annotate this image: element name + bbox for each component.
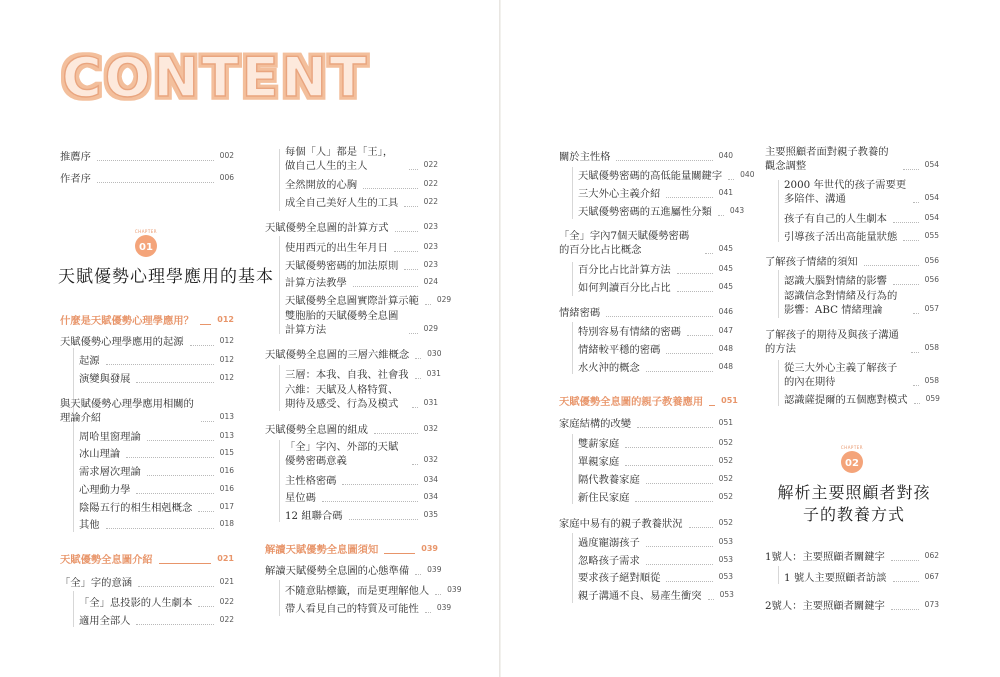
toc-subentry[interactable]: 如何判讀百分比占比 045: [578, 282, 733, 294]
toc-subentry[interactable]: 隔代教養家庭 052: [578, 474, 733, 486]
toc-subentry[interactable]: 演變與發展 012: [79, 373, 234, 385]
toc-subentry[interactable]: 認識信念對情緒及行為的影響：ABC 情緒理論 057: [784, 290, 939, 316]
toc-entry[interactable]: 家庭中易有的親子教養狀況 052: [559, 518, 733, 530]
toc-subentry[interactable]: 使用西元的出生年月日 023: [285, 242, 438, 254]
toc-subentry[interactable]: 六維：天賦及人格特質、期待及感受、行為及模式 031: [285, 384, 438, 410]
chapter-02-title: 解析主要照顧者對孩子的教養方式: [777, 483, 931, 524]
toc-entry[interactable]: 天賦優勢心理學應用的起源 012: [60, 336, 234, 348]
toc-entry[interactable]: 2號人：主要照顧者關鍵字 073: [765, 600, 939, 612]
toc-subentry[interactable]: 特別容易有情緒的密碼 047: [578, 326, 733, 338]
toc-entry[interactable]: 主要照顧者面對親子教養的觀念調整 054: [765, 146, 939, 172]
sub-entry-guide: [279, 440, 280, 522]
toc-subentry[interactable]: 雙薪家庭 052: [578, 438, 733, 450]
toc-subentry[interactable]: 天賦優勢密碼的高低能量關鍵字 040: [578, 170, 755, 182]
chapter-01-badge: [128, 226, 164, 262]
sub-entry-guide: [572, 533, 573, 603]
toc-section-title[interactable]: 什麼是天賦優勢心理學應用？ 012: [60, 315, 234, 327]
toc-entry[interactable]: 家庭結構的改變 051: [559, 418, 733, 430]
book-spine: [499, 0, 501, 677]
toc-entry[interactable]: 天賦優勢全息圖的計算方式 023: [265, 222, 438, 234]
toc-subentry[interactable]: 心理動力學 016: [79, 484, 234, 496]
toc-subentry[interactable]: 12 組聯合碼 035: [285, 510, 438, 522]
sub-entry-guide: [279, 365, 280, 411]
toc-entry[interactable]: 了解孩子情緒的須知 056: [765, 256, 939, 268]
toc-subentry[interactable]: 成全自己美好人生的工具 022: [285, 197, 438, 209]
svg-text:CHAPTER: CHAPTER: [840, 445, 864, 450]
toc-subentry[interactable]: 過度寵溺孩子 053: [578, 537, 733, 549]
chapter-02-badge: [834, 442, 870, 478]
toc-subentry[interactable]: 計算方法教學 024: [285, 277, 438, 289]
toc-subentry[interactable]: 主性格密碼 034: [285, 475, 438, 487]
toc-subentry[interactable]: 「全」字內、外部的天賦優勢密碼意義 032: [285, 441, 438, 467]
toc-subentry[interactable]: 需求層次理論 016: [79, 466, 234, 478]
toc-subentry[interactable]: 單親家庭 052: [578, 456, 733, 468]
sub-entry-guide: [778, 270, 779, 318]
toc-subentry[interactable]: 要求孩子絕對順從 053: [578, 572, 733, 584]
toc-entry[interactable]: 關於主性格 040: [559, 151, 733, 163]
toc-subentry[interactable]: 1 號人主要照顧者訪談 067: [784, 572, 939, 584]
toc-subentry[interactable]: 周哈里窗理論 013: [79, 431, 234, 443]
toc-subentry[interactable]: 星位碼 034: [285, 492, 438, 504]
toc-subentry[interactable]: 冰山理論 015: [79, 448, 234, 460]
toc-subentry[interactable]: 新住民家庭 052: [578, 492, 733, 504]
toc-subentry[interactable]: 「全」息投影的人生劇本 022: [79, 597, 234, 609]
toc-subentry[interactable]: 情緒較平穩的密碼 048: [578, 344, 733, 356]
svg-text:CHAPTER: CHAPTER: [134, 229, 158, 234]
sub-entry-guide: [572, 434, 573, 504]
toc-subentry[interactable]: 每個「人」都是「王」，做自己人生的主人 022: [285, 146, 438, 172]
svg-text:01: 01: [139, 242, 153, 253]
svg-text:CONTENT: CONTENT: [62, 48, 370, 108]
toc-subentry[interactable]: 三大外心主義介紹 041: [578, 188, 733, 200]
toc-entry[interactable]: 與天賦優勢心理學應用相關的理論介紹 013: [60, 398, 234, 424]
toc-subentry[interactable]: 2000 年世代的孩子需要更多陪伴、溝通 054: [784, 179, 939, 205]
sub-entry-guide: [778, 360, 779, 406]
toc-entry[interactable]: 1號人：主要照顧者關鍵字 062: [765, 551, 939, 563]
toc-entry[interactable]: 情緒密碼 046: [559, 307, 733, 319]
svg-text:02: 02: [845, 458, 859, 469]
sub-entry-guide: [73, 348, 74, 532]
toc-subentry[interactable]: 雙胞胎的天賦優勢全息圖計算方法 029: [285, 310, 438, 336]
toc-subentry[interactable]: 陰陽五行的相生相剋概念 017: [79, 502, 234, 514]
sub-entry-guide: [73, 591, 74, 627]
toc-subentry[interactable]: 引導孩子活出高能量狀態 055: [784, 231, 939, 243]
toc-section-title[interactable]: 解讀天賦優勢全息圖須知 039: [265, 544, 438, 556]
toc-entry[interactable]: 天賦優勢全息圖的組成 032: [265, 424, 438, 436]
toc-subentry[interactable]: 孩子有自己的人生劇本 054: [784, 213, 939, 225]
toc-subentry[interactable]: 認識大腦對情緒的影響 056: [784, 275, 939, 287]
toc-subentry[interactable]: 天賦優勢密碼的加法原則 023: [285, 260, 438, 272]
sub-entry-guide: [279, 149, 280, 211]
sub-entry-guide: [572, 262, 573, 296]
content-heading: [58, 48, 378, 108]
toc-entry[interactable]: 作者序 006: [60, 173, 234, 185]
toc-entry[interactable]: 「全」字的意涵 021: [60, 577, 234, 589]
toc-subentry[interactable]: 親子溝通不良、易產生衝突 053: [578, 590, 734, 602]
toc-subentry[interactable]: 三層：本我、自我、社會我 031: [285, 369, 441, 381]
sub-entry-guide: [778, 566, 779, 584]
toc-subentry[interactable]: 從三大外心主義了解孩子的內在期待 058: [784, 362, 939, 388]
toc-subentry[interactable]: 天賦優勢密碼的五進屬性分類 043: [578, 206, 745, 218]
toc-entry[interactable]: 解讀天賦優勢全息圖的心態準備 039: [265, 565, 442, 577]
toc-entry[interactable]: 推薦序 002: [60, 151, 234, 163]
toc-subentry[interactable]: 其他 018: [79, 519, 234, 531]
toc-section-title[interactable]: 天賦優勢全息圖介紹 021: [60, 554, 234, 566]
toc-subentry[interactable]: 水火沖的概念 048: [578, 362, 733, 374]
toc-section-title[interactable]: 天賦優勢全息圖的親子教養應用 051: [559, 396, 738, 408]
sub-entry-guide: [572, 167, 573, 219]
chapter-01-title: 天賦優勢心理學應用的基本: [58, 267, 274, 287]
sub-entry-guide: [279, 236, 280, 334]
sub-entry-guide: [572, 322, 573, 374]
toc-subentry[interactable]: 天賦優勢全息圖實際計算示範 029: [285, 295, 452, 307]
toc-entry[interactable]: 了解孩子的期待及與孩子溝通的方法 058: [765, 329, 939, 355]
toc-entry[interactable]: 天賦優勢全息圖的三層六維概念 030: [265, 349, 442, 361]
sub-entry-guide: [279, 580, 280, 616]
toc-entry[interactable]: 「全」字內7個天賦優勢密碼的百分比占比概念 045: [559, 230, 733, 256]
toc-subentry[interactable]: 忽略孩子需求 053: [578, 555, 733, 567]
toc-subentry[interactable]: 百分比占比計算方法 045: [578, 264, 733, 276]
toc-subentry[interactable]: 帶人看見自己的特質及可能性 039: [285, 603, 452, 615]
sub-entry-guide: [778, 180, 779, 242]
toc-subentry[interactable]: 不隨意貼標籤，而是更理解他人 039: [285, 585, 462, 597]
toc-subentry[interactable]: 認識薩提爾的五個應對模式 059: [784, 394, 940, 406]
toc-subentry[interactable]: 起源 012: [79, 355, 234, 367]
toc-subentry[interactable]: 全然開放的心胸 022: [285, 179, 438, 191]
toc-subentry[interactable]: 適用全部人 022: [79, 615, 234, 627]
